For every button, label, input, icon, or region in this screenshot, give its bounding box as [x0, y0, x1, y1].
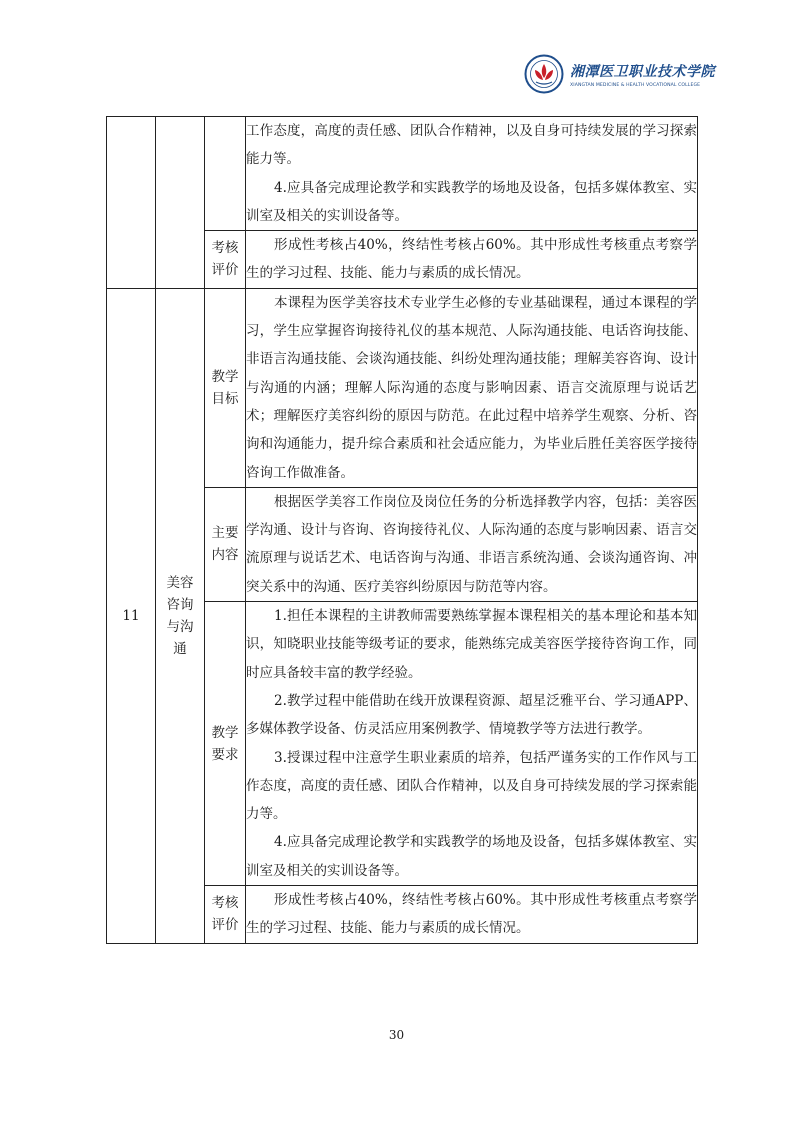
prev-course-name-cell — [156, 117, 205, 289]
table-row — [107, 117, 698, 231]
content-cell — [246, 487, 698, 601]
requirements-cell — [246, 602, 698, 886]
objective-cell — [246, 288, 698, 487]
logo-college-name-en: XIANGTAN MEDICINE & HEALTH VOCATIONAL COLLEGE — [570, 82, 701, 88]
requirements-paragraph: 2.教学过程中能借助在线开放课程资源、超星泛雅平台、学习通APP、多媒体教学设备、仿灵活应用案例教学、情境教学等方法进行教学。 — [246, 692, 697, 738]
requirements-paragraph: 1.担任本课程的主讲教师需要熟练掌握本课程相关的基本理论和基本知识，知晓职业技能等级考证的要求，能熟练完成美容医学接待咨询工作，同时应具备较丰富的教学经验。 — [246, 608, 697, 681]
requirements-paragraph: 4.应具备完成理论教学和实践教学的场地及设备，包括多媒体教室、实训室及相关的实训设备等。 — [246, 834, 697, 879]
course-name — [156, 288, 205, 943]
requirements-label-cell — [205, 602, 246, 886]
course-number: 11 — [107, 288, 156, 943]
assessment-cell — [246, 231, 698, 289]
assessment-text: 形成性考核占40%，终结性考核占60%。其中形成性考核重点考察学生的学习过程、技能、能力与素质的成长情况。 — [246, 892, 697, 937]
assessment-label: 考核评价 — [211, 895, 239, 934]
logo-college-name: 湘潭医卫职业技术学院 — [570, 63, 715, 80]
table-row — [107, 288, 698, 487]
course-table — [106, 116, 698, 944]
prev-requirements-cell — [246, 117, 698, 231]
requirements-paragraph: 工作态度，高度的责任感、团队合作精神，以及自身可持续发展的学习探索能力等。 — [246, 123, 697, 168]
requirements-paragraph: 4.应具备完成理论教学和实践教学的场地及设备，包括多媒体教室、实训室及相关的实训设备等。 — [246, 179, 697, 224]
content-label: 主要内容 — [211, 525, 239, 564]
objective-text: 本课程为医学美容技术专业学生必修的专业基础课程，通过本课程的学习，学生应掌握咨询接待礼仪的基本规范、人际沟通技能、电话咨询技能、非语言沟通技能、会谈沟通技能、纠纷处理沟通技能；理解美容咨询、设计与沟通的内涵；理解人际沟通的态度与影响因素、语言交流原理与说话艺术；理解医疗美容纠纷的原因与防范。在此过程中培养学生观察、分析、咨询和沟通能力，提升综合素质和社会适应能力，为毕业后胜任美容医学接待咨询工作做准备。 — [246, 294, 697, 481]
assessment-label-cell — [205, 886, 246, 944]
college-logo — [524, 50, 715, 98]
assessment-label: 考核评价 — [205, 231, 246, 289]
assessment-cell — [246, 886, 698, 944]
requirements-label: 教学要求 — [211, 724, 239, 763]
content-label-cell — [205, 487, 246, 601]
content-text: 根据医学美容工作岗位及岗位任务的分析选择教学内容，包括：美容医学沟通、设计与咨询、咨询接待礼仪、人际沟通的态度与影响因素、语言交流原理与说话艺术、电话咨询与沟通、非语言系统沟通、会谈沟通咨询、冲突关系中的沟通、医疗美容纠纷原因与防范等内容。 — [246, 493, 697, 595]
prev-requirements-label-cell — [205, 117, 246, 231]
course-name-text: 美容咨询与沟通 — [166, 574, 194, 657]
objective-label: 教学目标 — [211, 368, 239, 407]
requirements-paragraph: 3.授课过程中注意学生职业素质的培养，包括严谨务实的工作作风与工作态度，高度的责任感、团队合作精神，以及自身可持续发展的学习探索能力等。 — [246, 749, 697, 823]
objective-label-cell — [205, 288, 246, 487]
prev-course-number-cell — [107, 117, 156, 289]
assessment-text: 形成性考核占40%，终结性考核占60%。其中形成性考核重点考察学生的学习过程、技能、能力与素质的成长情况。 — [246, 237, 697, 282]
page-number: 30 — [388, 1028, 405, 1042]
college-emblem-icon — [524, 54, 564, 94]
